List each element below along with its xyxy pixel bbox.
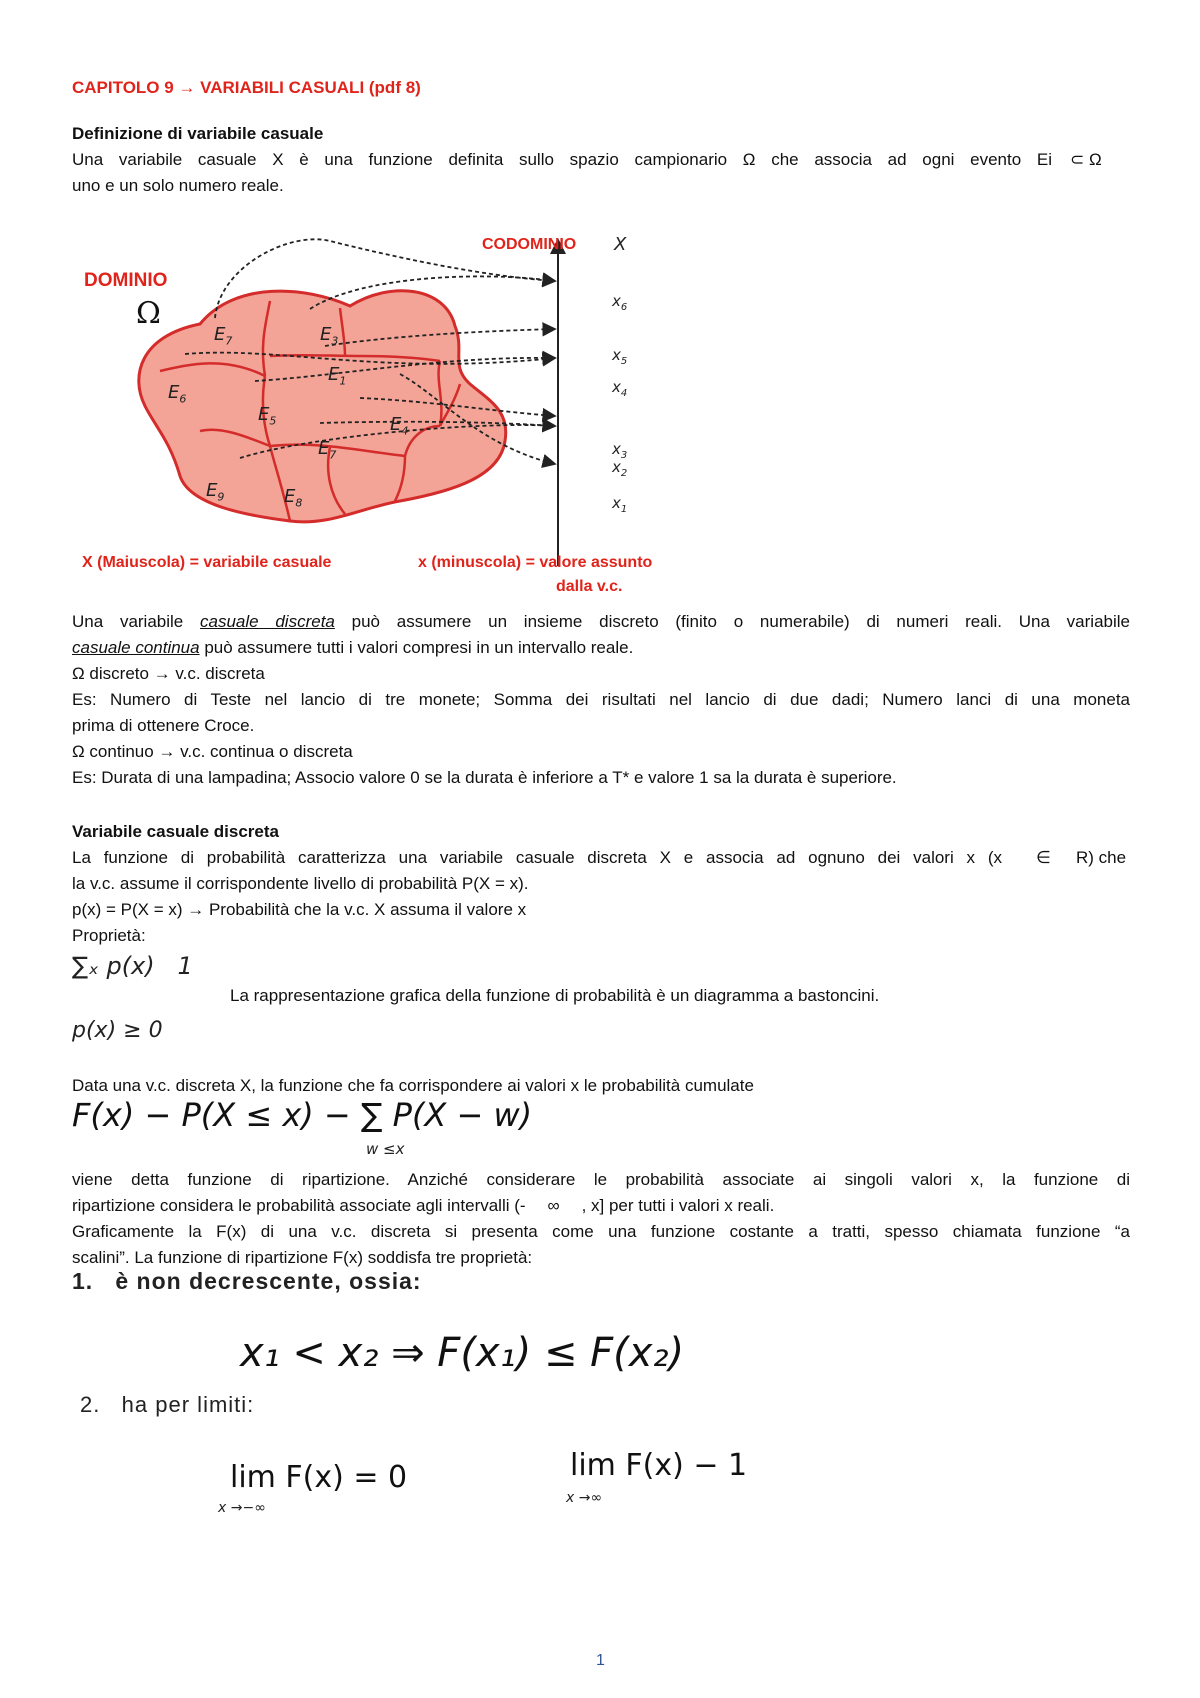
prob-function-line-1: La funzione di probabilità caratterizza una variabile casuale discreta X e associa ad ognuno dei valori x (x <box>72 848 1002 867</box>
discrete-definition-line-1: Una variabile casuale discreta può assumere un insieme discreto (finito o numerabile) di numeri reali. Una variabile <box>72 612 1130 631</box>
limit-plus-infinity: lim F(x) − 1 <box>570 1448 748 1483</box>
caption-lowercase-x: x (minuscola) = valore assunto <box>418 554 653 571</box>
caption-lowercase-x-2: dalla v.c. <box>556 578 623 595</box>
heading-definizione: Definizione di variabile casuale <box>72 124 324 143</box>
cdf-description-line-2: ripartizione considera le probabilità associate agli intervalli (- ∞ , x] per tutti i valori x reali. <box>72 1196 775 1215</box>
example-2-line: Es: Durata di una lampadina; Associo valore 0 se la durata è inferiore a T* e valore 1 sa la durata è superiore. <box>72 768 897 787</box>
limit-plus-infinity-sub: x →∞ <box>566 1490 603 1506</box>
property-2-label: 2. ha per limiti: <box>80 1392 255 1417</box>
dominio-label: DOMINIO <box>84 270 168 291</box>
example-1-line-2: prima di ottenere Croce. <box>72 716 255 735</box>
event-label-e7-top: $E_7$ <box>214 324 233 348</box>
formula-sum-equals-one: ∑ₓ p(x) 1 <box>72 952 193 980</box>
chapter-title: CAPITOLO 9 → VARIABILI CASUALI (pdf 8) <box>72 78 421 97</box>
caption-uppercase-x: X (Maiuscola) = variabile casuale <box>82 554 332 571</box>
value-label-x3: $x_3$ <box>612 440 628 461</box>
omega-symbol: Ω <box>136 296 161 331</box>
event-label-e1: $E_1$ <box>328 364 347 388</box>
continuous-definition-line: casuale continua può assumere tutti i valori compresi in un intervallo reale. <box>72 638 634 657</box>
axis-var-label: X <box>614 234 627 255</box>
heading-discrete-variable: Variabile casuale discreta <box>72 822 279 841</box>
value-label-x4: $x_4$ <box>612 378 628 399</box>
step-function-line-2: scalini”. La funzione di ripartizione F(x) soddisfa tre proprietà: <box>72 1248 533 1267</box>
subset-omega-symbol: ⊂ Ω <box>1070 150 1102 169</box>
prob-function-line-1-end: R) che <box>1076 848 1127 867</box>
property-1-label: 1. è non decrescente, ossia: <box>72 1268 422 1294</box>
cdf-formula-subscript: w ≤x <box>366 1140 405 1158</box>
cdf-description-line-1: viene detta funzione di ripartizione. Anziché considerare le probabilità associate ai singoli valori x, la funzione di <box>72 1170 1130 1189</box>
example-1-line-1: Es: Numero di Teste nel lancio di tre monete; Somma dei risultati nel lancio di due dadi; Numero lanci di una moneta <box>72 690 1130 709</box>
omega-discrete-line: Ω discreto → v.c. discreta <box>72 664 265 683</box>
omega-continuous-line: Ω continuo → v.c. continua o discreta <box>72 742 353 761</box>
cdf-intro-line: Data una v.c. discreta X, la funzione che fa corrispondere ai valori x le probabilità cumulate <box>72 1076 754 1095</box>
page-number: 1 <box>596 1652 605 1669</box>
cdf-formula: F(x) − P(X ≤ x) − ∑ P(X − w) <box>72 1096 533 1134</box>
element-of-symbol: ∈ <box>1036 848 1051 867</box>
formula-nonnegative: p(x) ≥ 0 <box>72 1018 163 1043</box>
event-label-e6: $E_6$ <box>168 382 187 406</box>
definition-line-2: uno e un solo numero reale. <box>72 176 284 195</box>
step-function-line-1: Graficamente la F(x) di una v.c. discreta si presenta come una funzione costante a tratti, spesso chiamata funzione “a <box>72 1222 1130 1241</box>
definition-line-1: Una variabile casuale X è una funzione definita sullo spazio campionario Ω che associa ad ogni evento Ei <box>72 150 1052 169</box>
event-label-e5: $E_5$ <box>258 404 277 428</box>
limit-minus-infinity-sub: x →−∞ <box>218 1500 266 1516</box>
event-label-e7-bottom: $E_7$ <box>318 438 337 462</box>
value-label-x5: $x_5$ <box>612 346 628 367</box>
event-label-e9: $E_9$ <box>206 480 225 504</box>
properties-label: Proprietà: <box>72 926 146 945</box>
event-label-e3: $E_3$ <box>320 324 339 348</box>
value-label-x1: $x_1$ <box>612 494 628 515</box>
codominio-label: CODOMINIO <box>482 236 577 253</box>
property-1-formula: x₁ < x₂ ⇒ F(x₁) ≤ F(x₂) <box>240 1330 685 1376</box>
event-label-e8: $E_8$ <box>284 486 303 510</box>
value-label-x2: $x_2$ <box>612 458 628 479</box>
limit-minus-infinity: lim F(x) = 0 <box>230 1460 408 1495</box>
value-label-x6: $x_6$ <box>612 292 628 313</box>
prob-function-line-2: la v.c. assume il corrispondente livello di probabilità P(X = x). <box>72 874 529 893</box>
event-label-e4: $E_4$ <box>390 414 409 438</box>
bar-diagram-note: La rappresentazione grafica della funzione di probabilità è un diagramma a bastoncini. <box>230 986 880 1005</box>
prob-function-line-3: p(x) = P(X = x) → Probabilità che la v.c. X assuma il valore x <box>72 900 527 919</box>
